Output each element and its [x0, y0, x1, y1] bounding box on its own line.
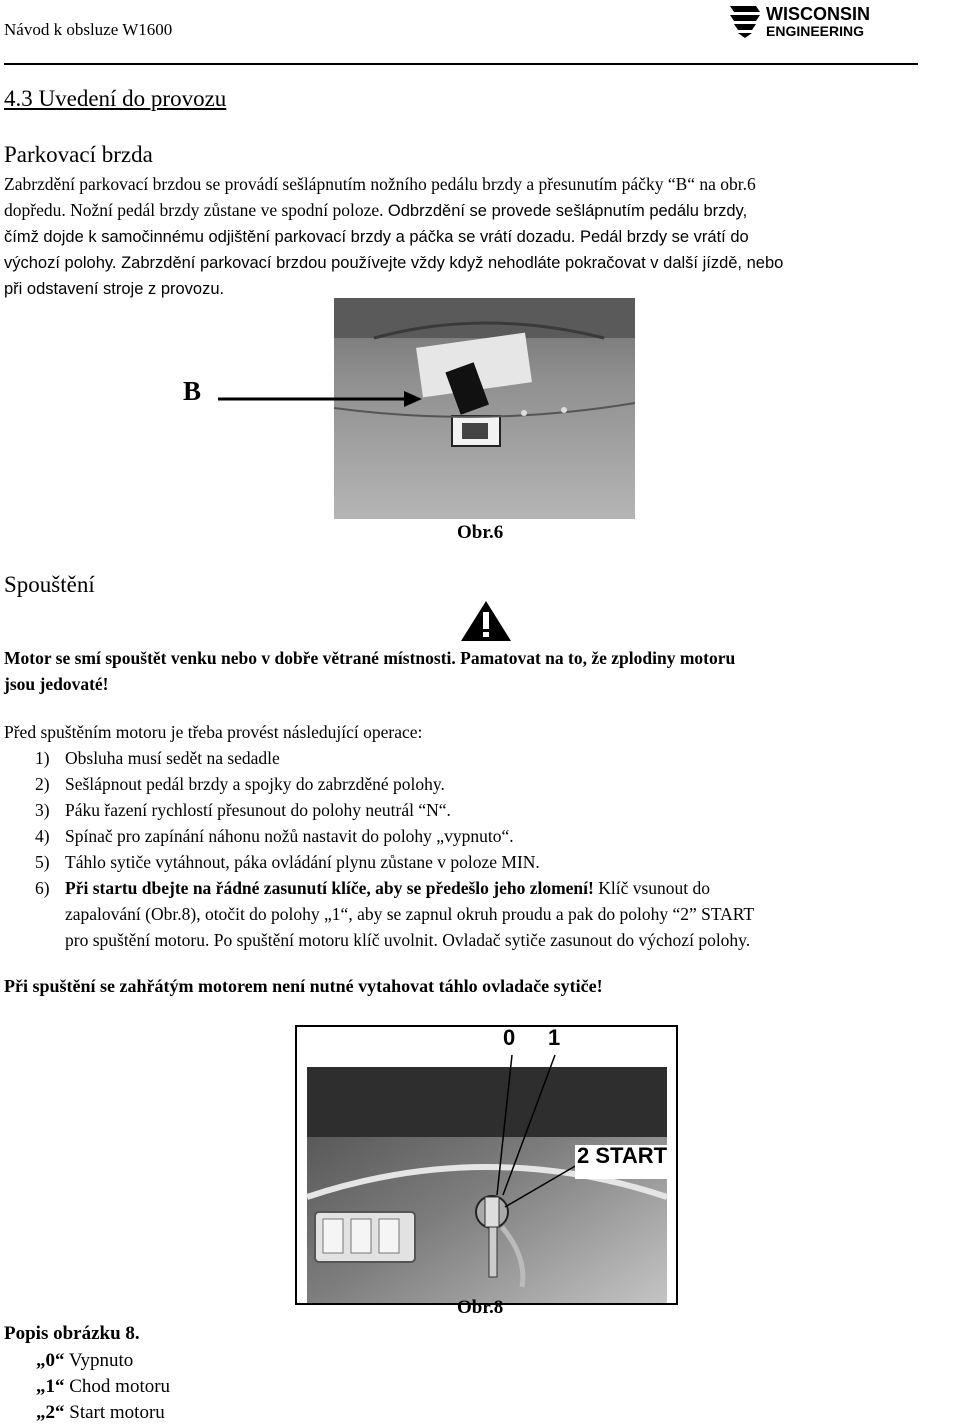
- logo-text-line1: WISCONSIN: [766, 4, 871, 24]
- text-line: jsou jedovaté!: [4, 674, 109, 694]
- figure8-label-2-start: 2 START: [577, 1143, 668, 1168]
- starting-intro: Před spuštěním motoru je třeba provést následující operace:: [4, 722, 423, 742]
- text-line: dopředu. Nožní pedál brzdy zůstane ve spodní poloze. Odbrzdění se provede sešlápnutím pedálu brzdy,: [4, 200, 748, 220]
- figure6-pointer-label: B: [183, 376, 202, 406]
- text-line: výchozí polohy. Zabrzdění parkovací brzdou používejte vždy když nehodláte pokračovat v další jízdě, nebo: [4, 254, 784, 272]
- list-item: 1) Obsluha musí sedět na sedadle: [35, 748, 280, 768]
- figure8-label-0: 0: [503, 1025, 516, 1050]
- list-item: 6) Při startu dbejte na řádné zasunutí klíče, aby se předešlo jeho zlomení! Klíč vsunout do zapalování (Obr.8), otočit do polohy „1“, aby se zapnul okruh proudu a pak do polohy “2” START pro spuštění motoru. Po spuštění motoru klíč uvolnit. Ovladač sytiče zasunout do výchozí polohy.: [35, 878, 755, 950]
- legend-title: Popis obrázku 8.: [4, 1323, 140, 1344]
- list-item: 2) Sešlápnout pedál brzdy a spojky do zabrzděné polohy.: [35, 774, 445, 794]
- starting-note: Při spuštění se zahřátým motorem není nutné vytahovat táhlo ovladače sytiče!: [4, 976, 603, 996]
- list-item: „1“ Chod motoru: [36, 1376, 171, 1397]
- logo-text-line2: ENGINEERING: [766, 23, 865, 39]
- warning-text: [4, 645, 735, 697]
- legend-list: [36, 1348, 170, 1426]
- list-item: 5) Táhlo sytiče vytáhnout, páka ovládání plynu zůstane v poloze MIN.: [35, 852, 540, 872]
- document-header-title: Návod k obsluze W1600: [4, 20, 173, 39]
- figure6-pointer-arrow: [218, 388, 423, 410]
- list-item: 3) Páku řazení rychlostí přesunout do polohy neutrál “N“.: [35, 800, 451, 820]
- list-item: „2“ Start motoru: [36, 1402, 165, 1423]
- header-rule: [4, 63, 918, 65]
- text-line: čímž dojde k samočinnému odjištění parkovací brzdy a páčka se vrátí dozadu. Pedál brzdy se vrátí do: [4, 228, 749, 246]
- wisconsin-engineering-logo: [726, 2, 876, 40]
- text-line: Zabrzdění parkovací brzdou se provádí sešlápnutím nožního pedálu brzdy a přesunutím páčky “B“ na obr.6: [4, 174, 756, 194]
- section-title: 4.3 Uvedení do provozu: [4, 86, 227, 111]
- text-line: při odstavení stroje z provozu.: [4, 280, 225, 298]
- starting-steps-list: [0, 745, 960, 953]
- figure6-caption: Obr.6: [457, 522, 504, 543]
- list-item: „0“ Vypnuto: [36, 1350, 134, 1371]
- parking-brake-paragraph: [4, 171, 960, 302]
- warning-triangle-icon: [460, 600, 512, 642]
- text-line: Motor se smí spouštět venku nebo v dobře větrané místnosti. Pamatovat na to, že zplodiny motoru: [4, 648, 736, 668]
- list-item: 4) Spínač pro zapínání náhonu nožů nastavit do polohy „vypnuto“.: [35, 826, 514, 846]
- figure8-caption: Obr.8: [457, 1297, 504, 1318]
- starting-heading: Spouštění: [4, 572, 95, 597]
- logo-emblem-icon: [730, 6, 760, 38]
- parking-brake-heading: Parkovací brzda: [4, 142, 153, 167]
- figure8-label-1: 1: [548, 1025, 561, 1050]
